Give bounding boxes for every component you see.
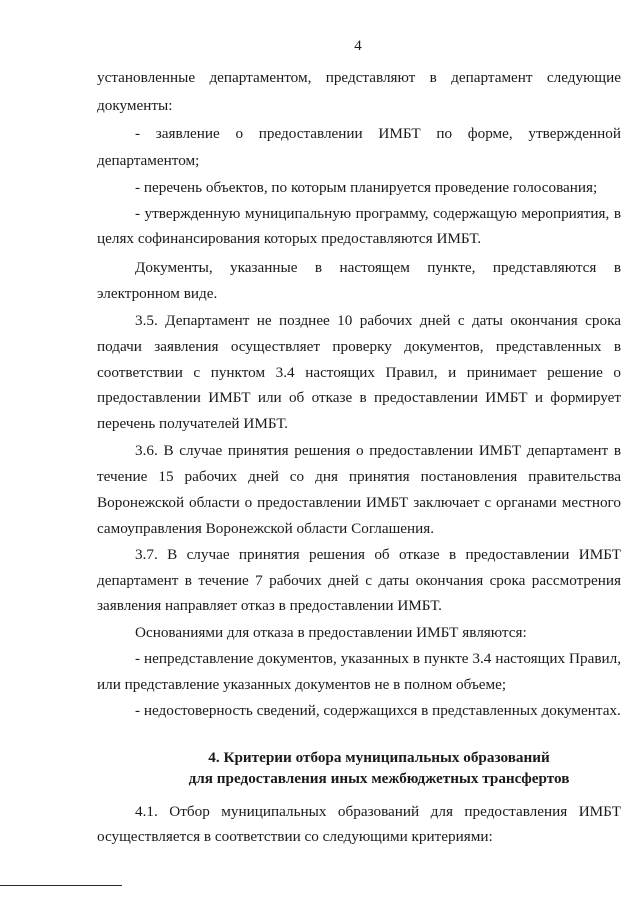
- paragraph-line: документы:: [97, 97, 173, 114]
- list-item-line: - перечень объектов, по которым планируется проведение голосования;: [135, 179, 598, 196]
- paragraph-line: департамент в течение 7 рабочих дней с даты окончания срока рассмотрения: [97, 572, 621, 589]
- paragraph-line: Основаниями для отказа в предоставлении ИМБТ являются:: [135, 624, 527, 641]
- paragraph-line: перечень получателей ИМБТ.: [97, 415, 288, 432]
- paragraph-line: заявления направляет отказ в предоставлении ИМБТ.: [97, 597, 442, 614]
- section-heading: 4. Критерии отбора муниципальных образований: [208, 749, 550, 766]
- list-item-line: департаментом;: [97, 152, 200, 169]
- paragraph-line: 3.5. Департамент не позднее 10 рабочих дней с даты окончания срока: [135, 312, 621, 329]
- paragraph-line: течение 15 рабочих дней со дня принятия постановления правительства: [97, 468, 621, 485]
- paragraph-line: 3.7. В случае принятия решения об отказе в предоставлении ИМБТ: [135, 546, 621, 563]
- list-item-line: - утвержденную муниципальную программу, содержащую мероприятия, в: [135, 205, 621, 222]
- section-heading: для предоставления иных межбюджетных трансфертов: [188, 770, 570, 787]
- paragraph-line: 3.6. В случае принятия решения о предоставлении ИМБТ департамент в: [135, 442, 621, 459]
- footer-rule: [0, 885, 122, 886]
- page-number: 4: [354, 38, 362, 54]
- paragraph-line: Документы, указанные в настоящем пункте, представляются в: [135, 259, 621, 276]
- list-item-line: или представление указанных документов не в полном объеме;: [97, 676, 507, 693]
- paragraph-line: электронном виде.: [97, 285, 218, 302]
- paragraph-line: подачи заявления осуществляет проверку документов, представленных в: [97, 338, 621, 355]
- list-item-line: - непредставление документов, указанных в пункте 3.4 настоящих Правил,: [135, 650, 621, 667]
- paragraph-line: 4.1. Отбор муниципальных образований для предоставления ИМБТ: [135, 803, 621, 820]
- list-item-line: - недостоверность сведений, содержащихся в представленных документах.: [135, 702, 621, 719]
- list-item-line: целях софинансирования которых предоставляются ИМБТ.: [97, 230, 481, 247]
- paragraph-line: соответствии с пунктом 3.4 настоящих Правил, и принимает решение о: [97, 364, 621, 381]
- paragraph-line: Воронежской области о предоставлении ИМБТ заключает с органами местного: [97, 494, 621, 511]
- paragraph-line: предоставлении ИМБТ или об отказе в предоставлении ИМБТ и формирует: [97, 389, 621, 406]
- paragraph-line: осуществляется в соответствии со следующими критериями:: [97, 828, 493, 845]
- list-item-line: - заявление о предоставлении ИМБТ по форме, утвержденной: [135, 125, 621, 142]
- paragraph-line: установленные департаментом, представляют в департамент следующие: [97, 69, 621, 86]
- paragraph-line: самоуправления Воронежской области Соглашения.: [97, 520, 435, 537]
